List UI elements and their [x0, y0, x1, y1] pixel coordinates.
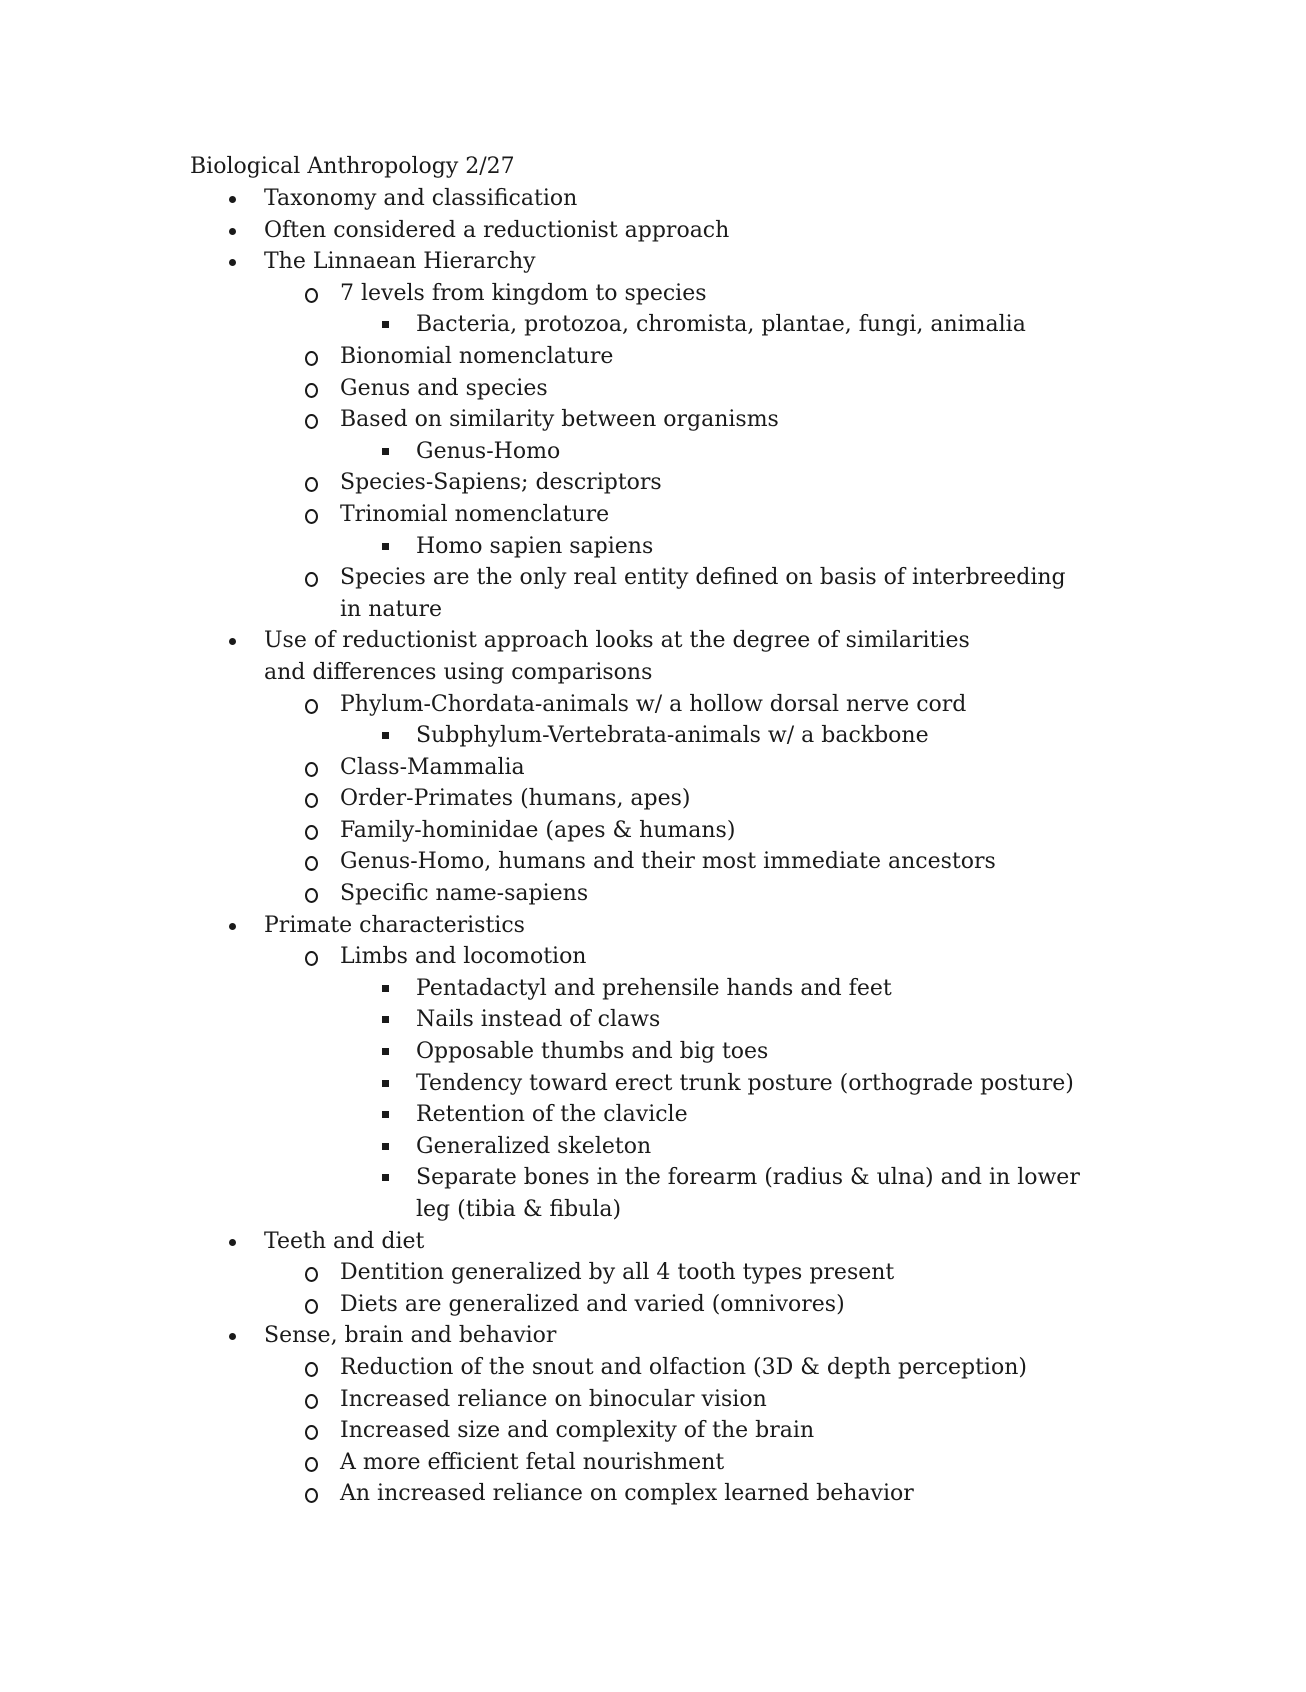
outline-item-text: Teeth and diet	[264, 1228, 425, 1254]
bullet-circle-icon	[304, 752, 318, 784]
bullet-circle-icon	[304, 467, 318, 499]
outline-item-text: Retention of the clavicle	[416, 1102, 688, 1128]
outline-item-text: Trinomial nomenclature	[340, 501, 610, 527]
outline-item-text: Sense, brain and behavior	[264, 1323, 557, 1349]
outline-item-text: Limbs and locomotion	[340, 944, 587, 970]
outline-item-text: Phylum-Chordata-animals w/ a hollow dorsal nerve cord	[340, 691, 967, 717]
bullet-circle-icon	[304, 1415, 318, 1447]
outline-item-level-1	[0, 246, 1306, 278]
notes-outline	[0, 183, 1306, 1510]
outline-item-level-3	[0, 973, 1306, 1005]
outline-item-text: Increased reliance on binocular vision	[340, 1386, 767, 1412]
outline-item-level-2	[0, 404, 1306, 436]
outline-item-level-2	[0, 1447, 1306, 1479]
outline-item-text: The Linnaean Hierarchy	[264, 249, 536, 275]
bullet-circle-icon	[304, 1257, 318, 1289]
outline-item-level-1	[0, 183, 1306, 215]
bullet-square-icon	[381, 1131, 391, 1163]
bullet-circle-icon	[304, 783, 318, 815]
bullet-circle-icon	[304, 278, 318, 310]
outline-item-level-2	[0, 783, 1306, 815]
bullet-circle-icon	[304, 373, 318, 405]
outline-item-level-3	[0, 436, 1306, 468]
bullet-square-icon	[381, 1099, 391, 1131]
outline-item-text: Dentition generalized by all 4 tooth types present	[340, 1260, 895, 1286]
bullet-dot-icon	[227, 1226, 239, 1258]
bullet-square-icon	[381, 720, 391, 752]
outline-item-text: Generalized skeleton	[416, 1133, 652, 1159]
outline-item-level-1	[0, 910, 1306, 942]
outline-item-level-1	[0, 625, 1306, 688]
outline-item-text: An increased reliance on complex learned behavior	[340, 1481, 914, 1507]
outline-item-text: 7 levels from kingdom to species	[340, 280, 707, 306]
outline-item-text: Subphylum-Vertebrata-animals w/ a backbone	[416, 723, 929, 749]
outline-item-text: Order-Primates (humans, apes)	[340, 786, 691, 812]
outline-item-text: Specific name-sapiens	[340, 881, 589, 907]
outline-item-text: Taxonomy and classification	[264, 186, 578, 211]
outline-item-level-3	[0, 309, 1306, 341]
outline-item-level-1	[0, 215, 1306, 247]
outline-item-text: Nails instead of claws	[416, 1007, 661, 1033]
page-title: Biological Anthropology 2/27	[190, 154, 515, 179]
bullet-circle-icon	[304, 1352, 318, 1384]
outline-item-level-2	[0, 1415, 1306, 1447]
bullet-circle-icon	[304, 815, 318, 847]
bullet-circle-icon	[304, 689, 318, 721]
bullet-square-icon	[381, 1036, 391, 1068]
outline-item-level-2	[0, 941, 1306, 973]
outline-item-text: Genus-Homo	[416, 438, 561, 464]
bullet-circle-icon	[304, 1384, 318, 1416]
outline-item-level-2	[0, 499, 1306, 531]
outline-item-level-2	[0, 373, 1306, 405]
outline-item-level-3	[0, 1004, 1306, 1036]
outline-item-level-2	[0, 341, 1306, 373]
outline-item-text: Family-hominidae (apes & humans)	[340, 817, 736, 843]
outline-item-level-1	[0, 1226, 1306, 1258]
outline-item-level-2	[0, 1352, 1306, 1384]
outline-item-text: Tendency toward erect trunk posture (orthograde posture)	[416, 1070, 1074, 1096]
outline-item-text: Primate characteristics	[264, 912, 525, 938]
outline-item-text: Often considered a reductionist approach	[264, 217, 730, 243]
bullet-square-icon	[381, 1162, 391, 1194]
outline-item-text: Based on similarity between organisms	[340, 407, 779, 433]
outline-item-level-3	[0, 720, 1306, 752]
outline-item-level-3	[0, 1162, 1306, 1225]
outline-item-text: Pentadactyl and prehensile hands and feet	[416, 975, 892, 1001]
outline-item-level-2	[0, 467, 1306, 499]
bullet-circle-icon	[304, 499, 318, 531]
outline-item-level-2	[0, 1289, 1306, 1321]
outline-item-level-2	[0, 752, 1306, 784]
outline-item-text: A more efficient fetal nourishment	[340, 1449, 725, 1475]
outline-item-level-3	[0, 1036, 1306, 1068]
bullet-circle-icon	[304, 878, 318, 910]
outline-item-text: Genus-Homo, humans and their most immediate ancestors	[340, 849, 996, 875]
outline-item-text: Use of reductionist approach looks at the degree of similarities and differences using comparisons	[264, 628, 970, 685]
bullet-square-icon	[381, 309, 391, 341]
outline-item-text: Species-Sapiens; descriptors	[340, 470, 662, 496]
bullet-circle-icon	[304, 1447, 318, 1479]
bullet-dot-icon	[227, 246, 239, 278]
outline-item-level-2	[0, 1478, 1306, 1510]
bullet-dot-icon	[227, 910, 239, 942]
outline-item-level-2	[0, 815, 1306, 847]
bullet-circle-icon	[304, 941, 318, 973]
outline-item-text: Bacteria, protozoa, chromista, plantae, fungi, animalia	[416, 312, 1026, 338]
outline-item-level-2	[0, 278, 1306, 310]
bullet-circle-icon	[304, 562, 318, 594]
bullet-circle-icon	[304, 1478, 318, 1510]
outline-item-text: Homo sapien sapiens	[416, 533, 654, 559]
outline-item-level-2	[0, 878, 1306, 910]
bullet-circle-icon	[304, 341, 318, 373]
bullet-circle-icon	[304, 1289, 318, 1321]
bullet-dot-icon	[227, 625, 239, 657]
bullet-dot-icon	[227, 183, 239, 215]
bullet-square-icon	[381, 1004, 391, 1036]
outline-item-text: Class-Mammalia	[340, 754, 525, 780]
outline-item-text: Reduction of the snout and olfaction (3D & depth perception)	[340, 1354, 1027, 1380]
outline-item-level-3	[0, 1131, 1306, 1163]
outline-item-text: Separate bones in the forearm (radius & ulna) and in lower leg (tibia & fibula)	[416, 1165, 1080, 1222]
outline-item-level-3	[0, 1068, 1306, 1100]
bullet-square-icon	[381, 1068, 391, 1100]
outline-item-level-3	[0, 531, 1306, 563]
outline-item-level-2	[0, 689, 1306, 721]
outline-item-text: Species are the only real entity defined on basis of interbreeding in nature	[340, 565, 1066, 622]
bullet-dot-icon	[227, 1320, 239, 1352]
bullet-square-icon	[381, 973, 391, 1005]
outline-item-level-1	[0, 1320, 1306, 1352]
outline-item-text: Increased size and complexity of the brain	[340, 1418, 815, 1444]
outline-item-text: Bionomial nomenclature	[340, 343, 614, 369]
bullet-square-icon	[381, 436, 391, 468]
bullet-square-icon	[381, 531, 391, 563]
outline-item-text: Diets are generalized and varied (omnivores)	[340, 1291, 845, 1317]
outline-item-text: Opposable thumbs and big toes	[416, 1039, 769, 1065]
bullet-dot-icon	[227, 215, 239, 247]
bullet-circle-icon	[304, 404, 318, 436]
outline-item-level-3	[0, 1099, 1306, 1131]
outline-item-level-2	[0, 846, 1306, 878]
outline-item-level-2	[0, 1384, 1306, 1416]
outline-item-level-2	[0, 1257, 1306, 1289]
outline-item-level-2	[0, 562, 1306, 625]
bullet-circle-icon	[304, 846, 318, 878]
outline-item-text: Genus and species	[340, 375, 548, 401]
